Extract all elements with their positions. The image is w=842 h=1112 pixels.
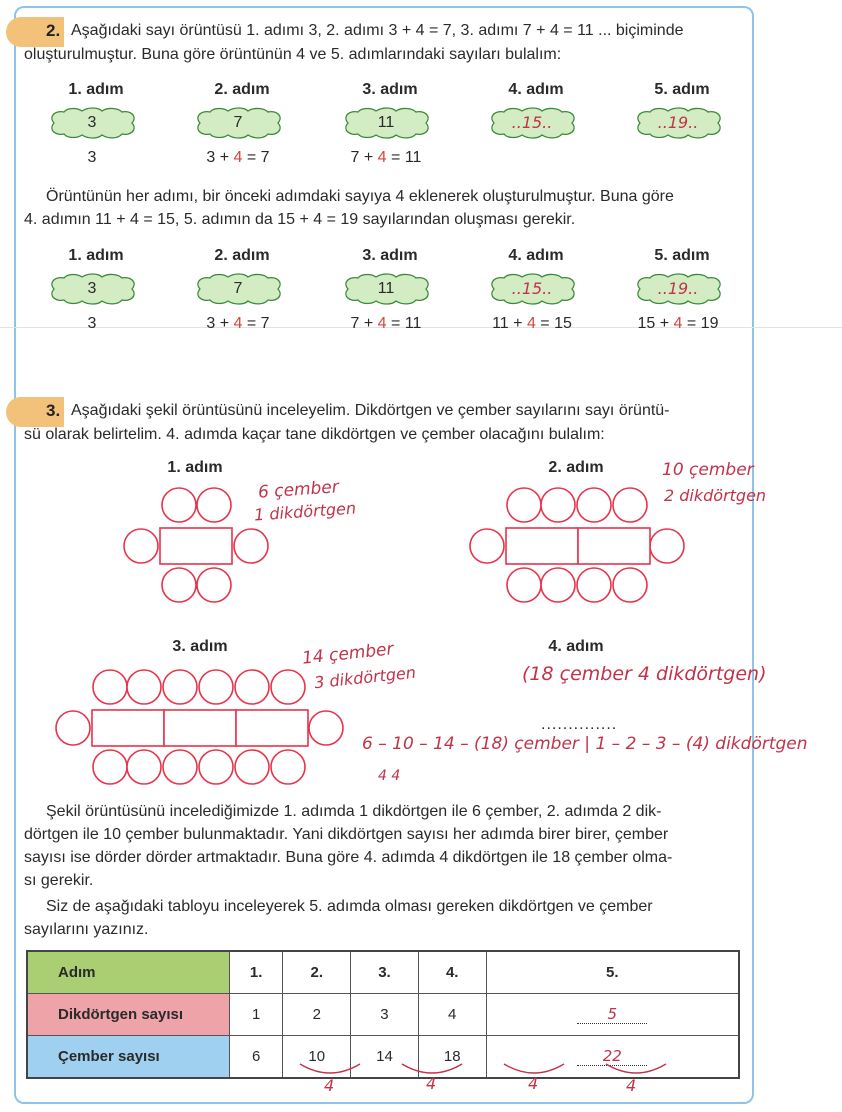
table-header-cell: Adım [27,951,230,994]
table-row-label: Çember sayısı [27,1036,230,1079]
step-title: 4. adım [508,81,564,98]
table-row [27,994,739,1036]
table-header-cell: 5. [486,951,739,994]
table-header-cell: 3. [351,951,419,994]
explanation-text: Şekil örüntüsünü incelediğimizde 1. adımda 1 dikdörtgen ile 6 çember, 2. adımda 2 dik- [46,803,662,820]
cloud-shape [632,106,724,140]
question-text: Aşağıdaki sayı örüntüsü 1. adımı 3, 2. adımı 3 + 4 = 7, 3. adımı 7 + 4 = 11 ... biçiminde [71,22,684,39]
step-value: 3 [87,280,97,297]
handwritten-answer[interactable]: 22 [577,1047,647,1066]
step-value: 3 [87,114,97,131]
shape-pattern-step-2 [466,486,688,606]
handwritten-note: 2 dikdörtgen [664,486,767,505]
step-value: 11 [377,114,395,131]
explanation-text: dörtgen ile 10 çember bulunmaktadır. Yani dikdörtgen sayısı her adımda birer birer, çember [24,826,669,843]
handwritten-note: 1 dikdörtgen [253,498,357,525]
step-title: 3. adım [362,81,418,98]
step-title: 3. adım [362,247,418,264]
question-number: 2. [46,21,61,40]
handwritten-note: 4 4 [378,768,401,784]
step-title: 5. adım [654,81,710,98]
step-expression: 15 + 4 = 19 [637,315,719,332]
question-text: oluşturulmuştur. Buna göre örüntünün 4 ve 5. adımlarındaki sayıları bulalım: [24,46,562,63]
handwritten-note: (18 çember 4 dikdörtgen) [522,663,767,685]
handwritten-answer[interactable]: ..19.. [657,279,699,298]
table-cell: 4 [418,994,486,1036]
table-answer-cell[interactable] [486,994,739,1036]
table-header-row [27,951,739,994]
cloud-shape [46,106,138,140]
table-header-cell: 2. [283,951,351,994]
step-title: 3. adım [172,638,228,655]
cloud-shape [46,272,138,306]
table-cell: 14 [351,1036,419,1079]
handwritten-calculation: 6 – 10 – 14 – (18) çember | 1 – 2 – 3 – (4) dikdörtgen [362,734,808,754]
cloud-shape [340,272,432,306]
cloud-shape [192,106,284,140]
task-text: sayılarını yazınız. [24,921,149,938]
step-title: 4. adım [548,638,604,655]
step-expression: 3 [87,315,97,332]
table-cell: 2 [283,994,351,1036]
task-text: Siz de aşağıdaki tabloyu inceleyerek 5. adımda olması gereken dikdörtgen ve çember [46,898,653,915]
handwritten-answer[interactable]: 5 [577,1005,647,1024]
answer-blank: .............. [541,716,618,733]
shape-pattern-step-3 [52,668,348,788]
handwritten-note: 6 çember [257,477,340,503]
step-expression: 3 [87,149,97,166]
handwritten-difference: 4 [324,1076,335,1095]
step-expression: 11 + 4 = 15 [492,315,572,332]
handwritten-answer[interactable]: ..15.. [511,113,553,132]
handwritten-difference: 4 [626,1076,637,1095]
handwritten-note: 14 çember [301,639,395,669]
step-expression: 3 + 4 = 7 [206,315,270,332]
step-title: 1. adım [68,81,124,98]
step-value: 7 [233,114,243,131]
table-cell: 3 [351,994,419,1036]
handwritten-answer[interactable]: ..15.. [511,279,553,298]
step-title: 1. adım [68,247,124,264]
handwritten-note: 10 çember [662,460,754,480]
step-expression: 7 + 4 = 11 [350,315,422,332]
handwritten-note: 3 dikdörtgen [313,662,417,693]
table-cell: 6 [230,1036,283,1079]
question-text: Aşağıdaki şekil örüntüsünü inceleyelim. Dikdörtgen ve çember sayılarını sayı örüntü- [71,402,670,419]
step-title: 4. adım [508,247,564,264]
table-cell: 1 [230,994,283,1036]
handwritten-difference: 4 [528,1074,539,1093]
explanation-text: Örüntünün her adımı, bir önceki adımdaki sayıya 4 eklenerek oluşturulmuştur. Buna göre [46,188,674,205]
cloud-shape [486,106,578,140]
cloud-shape [340,106,432,140]
step-value: 7 [233,280,243,297]
explanation-text: sı gerekir. [24,872,94,889]
table-cell: 18 [418,1036,486,1079]
table-header-cell: 4. [418,951,486,994]
handwritten-difference: 4 [426,1074,437,1093]
table-cell: 10 [283,1036,351,1079]
handwritten-answer[interactable]: ..19.. [657,113,699,132]
question-text: sü olarak belirtelim. 4. adımda kaçar tane dikdörtgen ve çember olacağını bulalım: [24,426,605,443]
step-title: 1. adım [167,459,223,476]
step-title: 2. adım [548,459,604,476]
handwritten-difference-arcs [290,1060,670,1090]
cloud-shape [192,272,284,306]
step-value: 11 [377,280,395,297]
step-title: 2. adım [214,81,270,98]
table-header-cell: 1. [230,951,283,994]
explanation-text: sayısı ise dörder dörder artmaktadır. Buna göre 4. adımda 4 dikdörtgen ile 18 çember olma- [24,849,673,866]
step-title: 5. adım [654,247,710,264]
shape-pattern-step-1 [120,486,272,606]
step-expression: 3 + 4 = 7 [206,149,270,166]
explanation-text: 4. adımın 11 + 4 = 15, 5. adımın da 15 + 4 = 19 sayılarından oluşması gerekir. [24,211,576,228]
question-number: 3. [46,401,61,420]
table-row-label: Dikdörtgen sayısı [27,994,230,1036]
step-expression: 7 + 4 = 11 [350,149,422,166]
cloud-shape [486,272,578,306]
cloud-shape [632,272,724,306]
step-title: 2. adım [214,247,270,264]
